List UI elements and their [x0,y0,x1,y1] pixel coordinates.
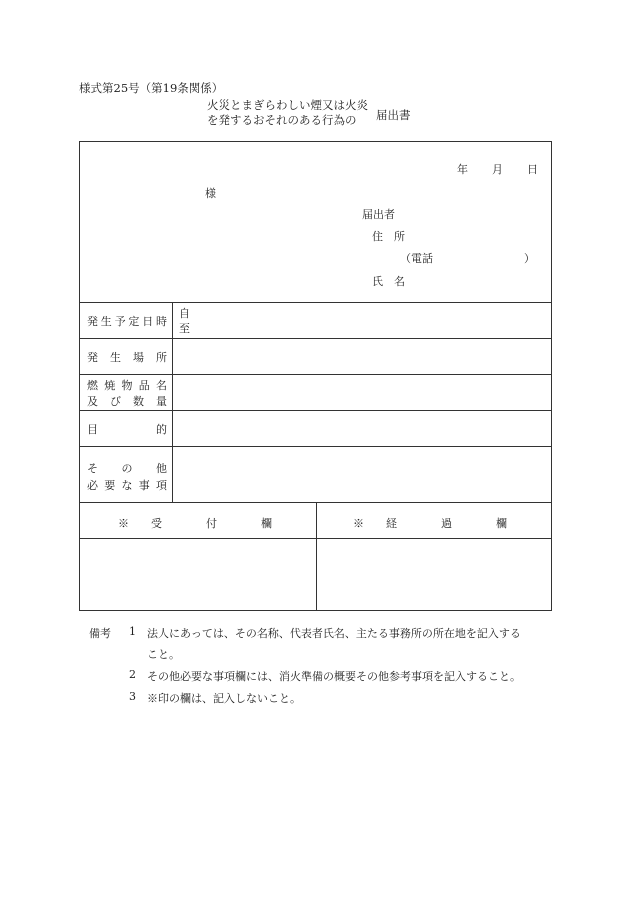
materials-label-2: 及び数量 [87,395,167,408]
note-1-text: 法人にあっては、その名称、代表者氏名、主たる事務所の所在地を記入する [147,627,521,640]
location-input[interactable] [173,339,552,374]
note-3-text: ※印の欄は、記入しないこと。 [147,692,301,705]
title-line-1: 火災とまぎらわしい煙又は火炎 [207,98,368,112]
notification-form [79,141,552,611]
title-line-2: を発するおそれのある行為の [207,113,357,127]
title-suffix: 届出書 [376,108,411,122]
year-label: 年 [457,163,468,176]
note-1-number: 1 [129,625,136,638]
schedule-label: 発生予定日時 [87,315,167,328]
note-1-text-cont: こと。 [147,648,180,661]
note-2-text: その他必要な事項欄には、消火準備の概要その他参考事項を記入すること。 [147,670,521,683]
phone-close: ） [524,252,535,265]
progress-area[interactable] [317,539,552,611]
purpose-label: 目 的 [87,423,167,436]
other-label-1: そ の 他 [87,462,167,475]
schedule-input[interactable] [180,302,552,338]
schedule-from: 自 [179,307,190,320]
other-label-2: 必要な事項 [87,479,167,492]
purpose-input[interactable] [173,411,552,446]
materials-label-1: 燃焼物品名 [87,379,167,392]
notifier-label: 届出者 [362,208,395,221]
note-2-number: 2 [129,668,136,681]
schedule-to: 至 [179,322,190,335]
form-number: 様式第25号（第19条関係） [79,81,224,95]
notes-heading: 備考 [89,627,111,640]
addressee-suffix: 様 [205,187,216,200]
name-label: 氏 名 [372,275,405,288]
materials-input[interactable] [173,375,552,410]
progress-column-header: ※ 経 過 欄 [353,517,507,530]
other-input[interactable] [173,447,552,502]
location-label: 発 生 場 所 [87,351,167,364]
phone-label: （電話 [400,252,433,265]
reception-column-header: ※ 受 付 欄 [118,517,272,530]
reception-area[interactable] [80,539,316,611]
day-label: 日 [527,163,538,176]
note-3-number: 3 [129,690,136,703]
address-label: 住 所 [372,230,405,243]
month-label: 月 [492,163,503,176]
